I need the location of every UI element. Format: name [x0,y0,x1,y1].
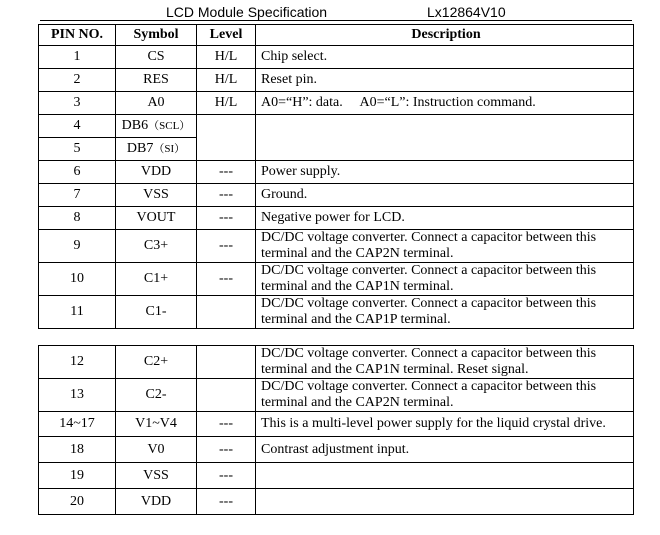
pin-no: 12 [39,346,116,379]
table-row [39,263,634,296]
pin-description-line: DC/DC voltage converter. Connect a capacitor between this [261,263,597,278]
col-header-level: Level [197,25,256,46]
pin-no: 11 [39,296,116,329]
pin-symbol: RES [116,69,197,92]
pin-description-line: terminal and the CAP2N terminal. [261,246,454,261]
table-row [39,115,634,138]
table-header-row [39,25,634,46]
pin-description-line: DC/DC voltage converter. Connect a capacitor between this [261,346,597,361]
pin-symbol: CS [116,46,197,69]
pin-description-line: terminal and the CAP1N terminal. Reset signal. [261,362,529,377]
pin-description [256,489,634,515]
pin-level: --- [197,489,256,515]
table-row [39,379,634,412]
pin-no: 8 [39,207,116,230]
table-row [39,69,634,92]
pin-no: 14~17 [39,412,116,437]
pin-description [256,346,634,379]
pin-no: 9 [39,230,116,263]
col-header-symbol: Symbol [116,25,197,46]
pin-symbol: C2+ [116,346,197,379]
pin-description [256,115,634,161]
pin-level: --- [197,184,256,207]
pin-symbol: C3+ [116,230,197,263]
pin-level: --- [197,412,256,437]
table-row [39,230,634,263]
pin-level [197,115,256,161]
pin-description: Negative power for LCD. [256,207,634,230]
pin-description [256,296,634,329]
pin-no: 13 [39,379,116,412]
table-row [39,46,634,69]
pin-symbol: VDD [116,161,197,184]
pin-symbol-cell [116,138,197,161]
pin-table-part-1 [38,24,634,329]
pin-no: 19 [39,463,116,489]
pin-level: --- [197,161,256,184]
pin-description: A0=“H”: data. A0=“L”: Instruction command. [256,92,634,115]
pin-level: --- [197,437,256,463]
pin-level: --- [197,263,256,296]
pin-symbol: VDD [116,489,197,515]
pin-no: 5 [39,138,116,161]
table-row [39,463,634,489]
pin-description: Ground. [256,184,634,207]
pin-symbol: V1~V4 [116,412,197,437]
pin-description-line: terminal and the CAP1N terminal. [261,279,454,294]
pin-no: 7 [39,184,116,207]
pin-level [197,296,256,329]
pin-description: Reset pin. [256,69,634,92]
pin-description [256,230,634,263]
pin-symbol: A0 [116,92,197,115]
pin-symbol: C1- [116,296,197,329]
pin-level: H/L [197,69,256,92]
pin-symbol: C1+ [116,263,197,296]
pin-symbol: DB7 [126,141,154,156]
table-row [39,346,634,379]
pin-description-line: DC/DC voltage converter. Connect a capacitor between this [261,379,597,394]
pin-level: H/L [197,92,256,115]
pin-level: H/L [197,46,256,69]
table-row [39,161,634,184]
pin-no: 2 [39,69,116,92]
pin-symbol-alt: （SCL） [148,120,191,132]
table-row [39,184,634,207]
table-row [39,489,634,515]
pin-level: --- [197,463,256,489]
pin-description [256,463,634,489]
pin-symbol-cell [116,115,197,138]
pin-no: 20 [39,489,116,515]
pin-level [197,379,256,412]
pin-description-line: DC/DC voltage converter. Connect a capacitor between this [261,296,597,311]
pin-symbol: VSS [116,463,197,489]
pin-description [256,263,634,296]
page-header [0,0,660,22]
pin-symbol: V0 [116,437,197,463]
pin-description-line: terminal and the CAP2N terminal. [261,395,454,410]
pin-symbol: C2- [116,379,197,412]
pin-no: 10 [39,263,116,296]
pin-description: This is a multi-level power supply for the liquid crystal drive. [256,412,634,437]
table-row [39,296,634,329]
pin-no: 3 [39,92,116,115]
col-header-description: Description [256,25,634,46]
pin-symbol: VOUT [116,207,197,230]
table-row [39,412,634,437]
pin-description-line: DC/DC voltage converter. Connect a capacitor between this [261,230,597,245]
pin-level: --- [197,207,256,230]
pin-table-part-2 [38,345,634,515]
pin-description: Chip select. [256,46,634,69]
pin-symbol-alt: （SI） [153,143,186,155]
pin-description: Contrast adjustment input. [256,437,634,463]
pin-description [256,379,634,412]
pin-description: Power supply. [256,161,634,184]
pin-description-line: terminal and the CAP1P terminal. [261,312,451,327]
table-row [39,92,634,115]
col-header-pin-no: PIN NO. [39,25,116,46]
pin-level: --- [197,230,256,263]
header-rule [40,20,632,21]
table-row [39,437,634,463]
table-row [39,207,634,230]
pin-no: 4 [39,115,116,138]
pin-no: 18 [39,437,116,463]
pin-level [197,346,256,379]
header-title: LCD Module Specification [166,4,328,20]
pin-no: 1 [39,46,116,69]
pin-no: 6 [39,161,116,184]
pin-symbol: VSS [116,184,197,207]
pin-symbol: DB6 [121,118,149,133]
header-model: Lx12864V10 [427,4,506,20]
